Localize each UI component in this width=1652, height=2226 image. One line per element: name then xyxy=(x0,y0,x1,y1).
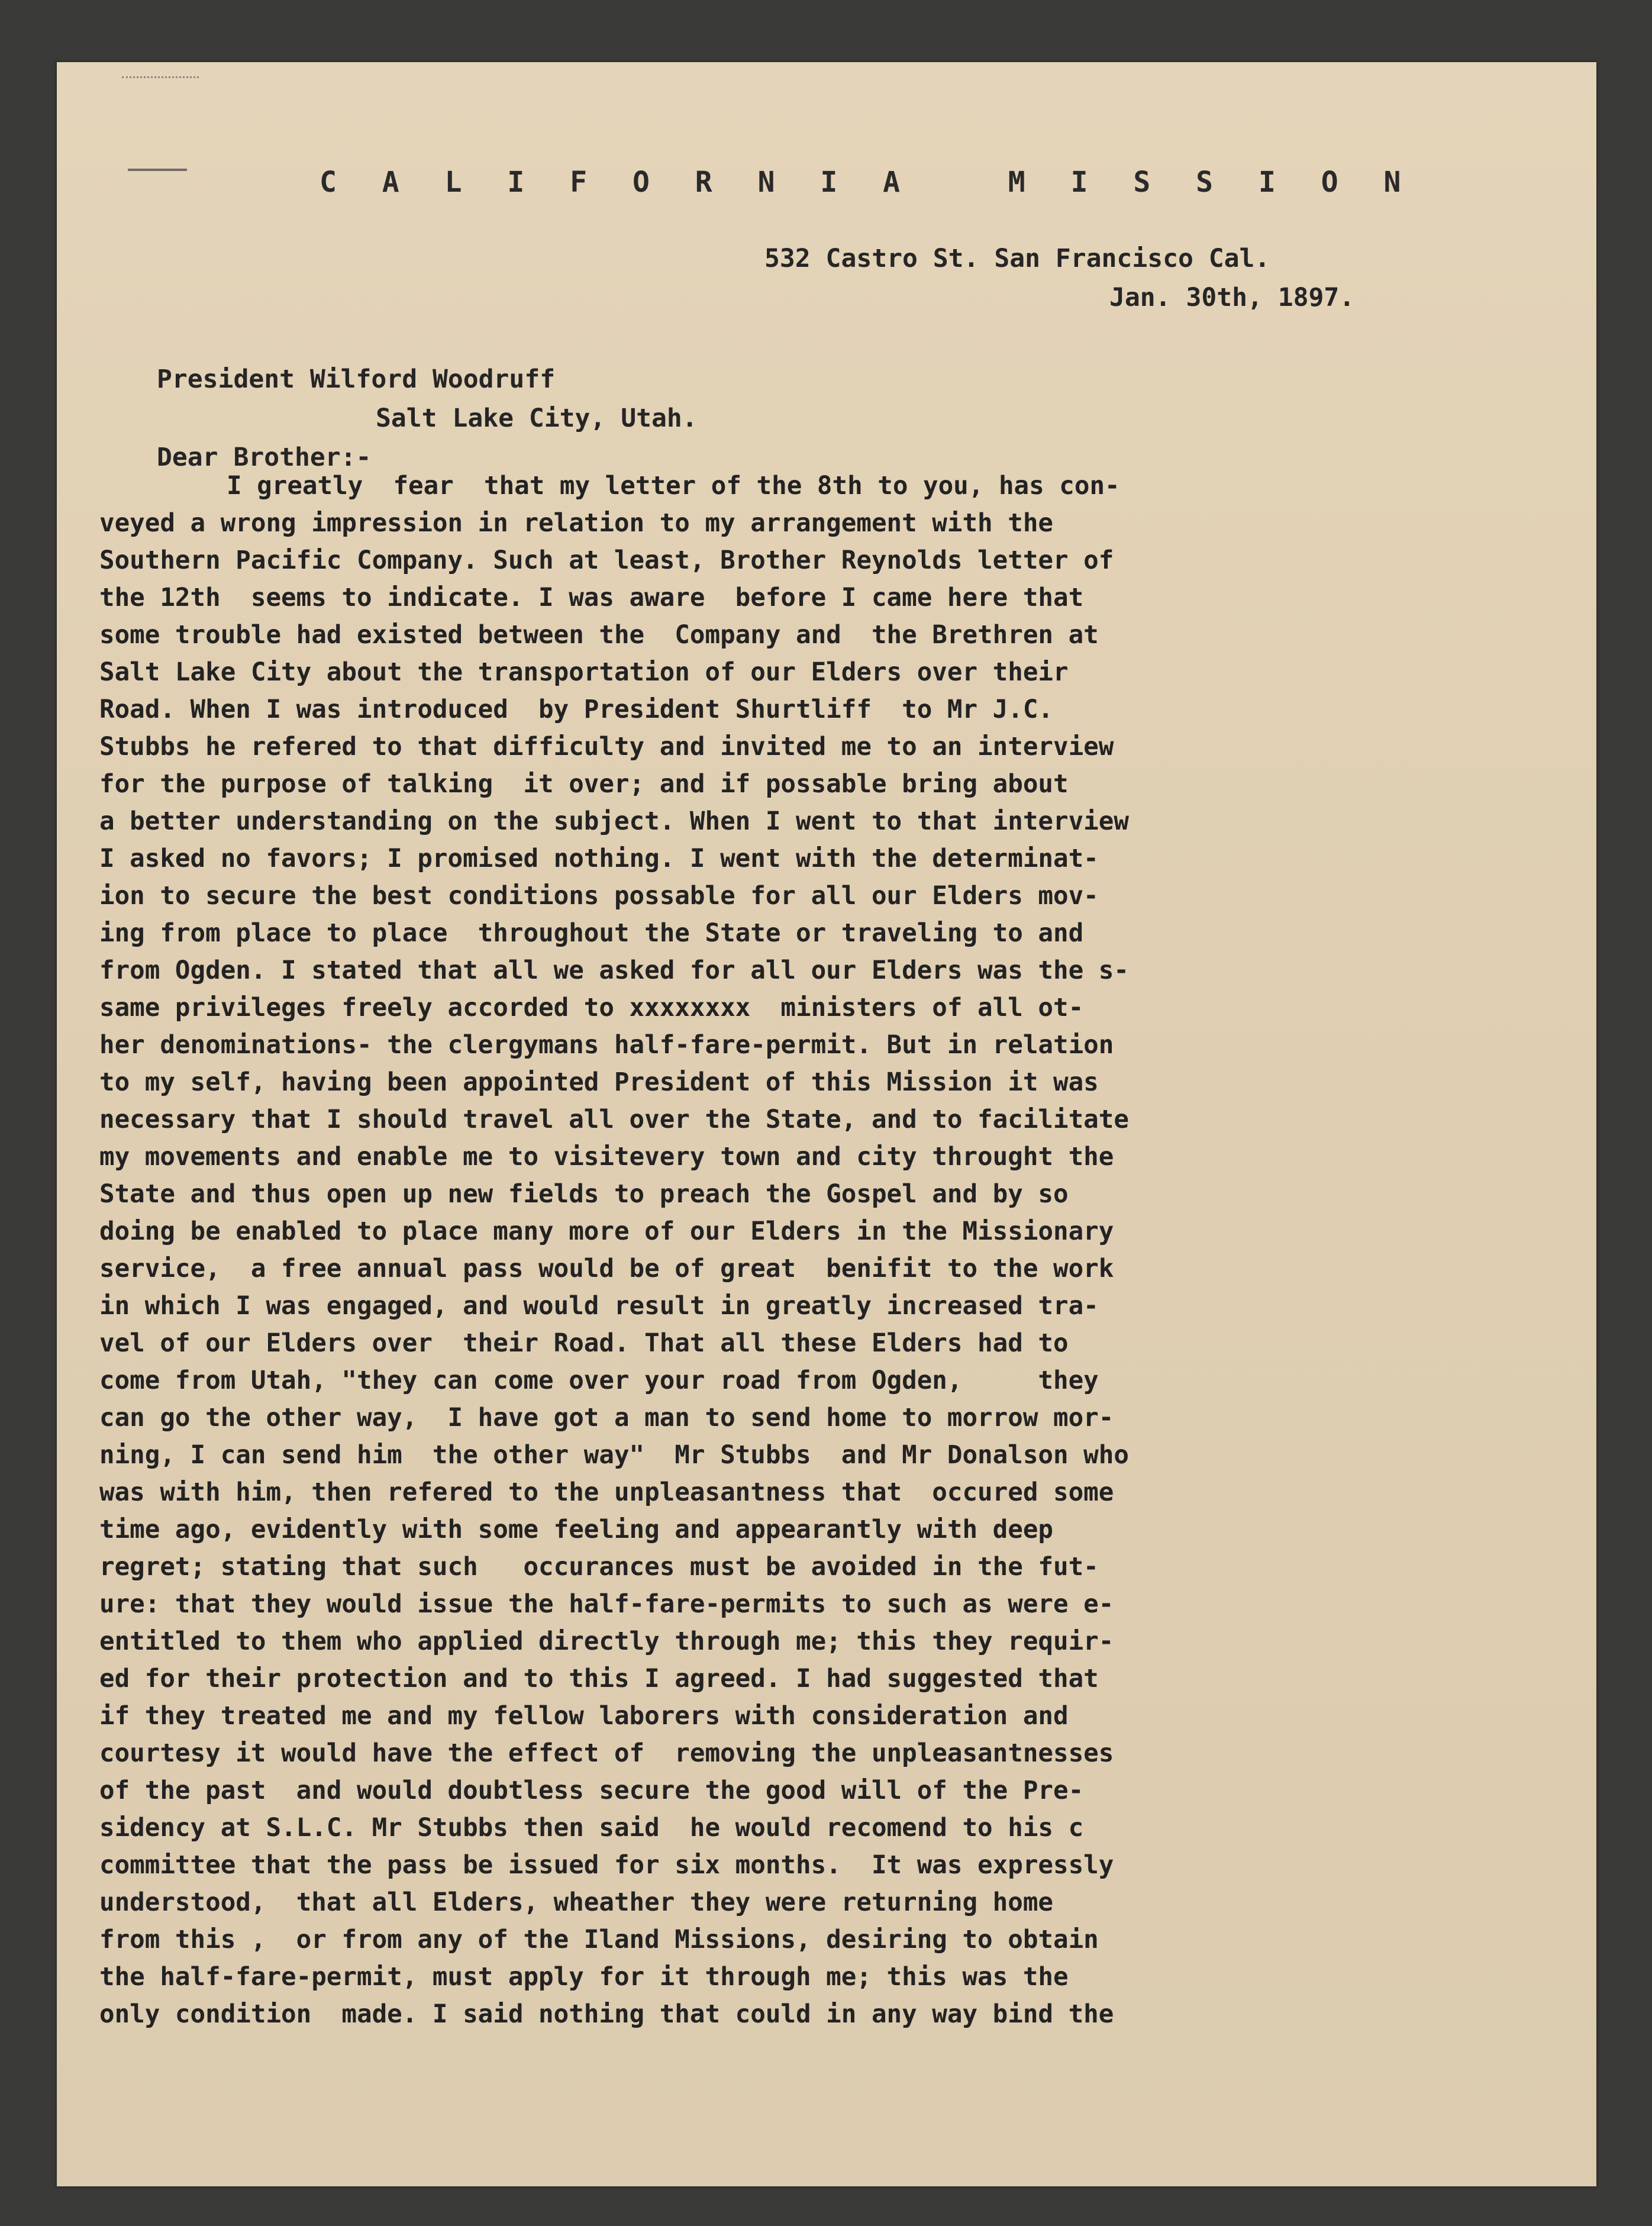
body-line: her denominations- the clergymans half-fare-permit. But in relation xyxy=(99,1031,1114,1060)
body-line: sidency at S.L.C. Mr Stubbs then said he would recomend to his c xyxy=(99,1814,1084,1843)
body-line: same privileges freely accorded to xxxxxxxx ministers of all ot- xyxy=(99,993,1084,1022)
body-line: ing from place to place throughout the State or traveling to and xyxy=(99,919,1084,948)
paper-mark xyxy=(128,169,187,173)
body-line: of the past and would doubtless secure the good will of the Pre- xyxy=(99,1776,1084,1805)
body-line: ion to secure the best conditions possable for all our Elders mov- xyxy=(99,882,1099,911)
letterhead-title: C A L I F O R N I A M I S S I O N xyxy=(320,166,1415,199)
body-line: doing be enabled to place many more of our Elders in the Missionary xyxy=(99,1217,1114,1246)
paper-blemish xyxy=(122,76,199,82)
body-line: from Ogden. I stated that all we asked for all our Elders was the s- xyxy=(99,956,1129,985)
sender-address: 532 Castro St. San Francisco Cal. xyxy=(764,244,1270,273)
body-line: regret; stating that such occurances must be avoided in the fut- xyxy=(99,1553,1099,1582)
body-line: I asked no favors; I promised nothing. I went with the determinat- xyxy=(99,844,1099,873)
body-line: was with him, then refered to the unpleasantness that occured some xyxy=(99,1478,1114,1507)
body-line: veyed a wrong impression in relation to my arrangement with the xyxy=(99,509,1053,538)
letter-date: Jan. 30th, 1897. xyxy=(1109,283,1355,312)
body-line: entitled to them who applied directly through me; this they requir- xyxy=(99,1627,1114,1656)
body-line: State and thus open up new fields to preach the Gospel and by so xyxy=(99,1180,1069,1209)
body-line: Stubbs he refered to that difficulty and invited me to an interview xyxy=(99,733,1114,762)
letter-body xyxy=(99,467,1531,2033)
body-line: I greatly fear that my letter of the 8th to you, has con- xyxy=(227,472,1120,501)
salutation: Dear Brother:- xyxy=(157,443,372,472)
body-line: my movements and enable me to visitevery town and city throught the xyxy=(99,1143,1114,1172)
body-line: service, a free annual pass would be of great benifit to the work xyxy=(99,1254,1114,1283)
body-line: Road. When I was introduced by President Shurtliff to Mr J.C. xyxy=(99,695,1053,724)
body-line: the half-fare-permit, must apply for it through me; this was the xyxy=(99,1963,1069,1992)
body-line: Southern Pacific Company. Such at least, Brother Reynolds letter of xyxy=(99,546,1114,575)
body-line: time ago, evidently with some feeling and appearantly with deep xyxy=(99,1515,1053,1544)
body-line: the 12th seems to indicate. I was aware before I came here that xyxy=(99,583,1084,612)
body-line: courtesy it would have the effect of removing the unpleasantnesses xyxy=(99,1739,1114,1768)
body-line: come from Utah, "they can come over your road from Ogden, they xyxy=(99,1366,1099,1395)
body-line: understood, that all Elders, wheather they were returning home xyxy=(99,1888,1053,1917)
recipient-place: Salt Lake City, Utah. xyxy=(376,404,698,433)
body-line: ure: that they would issue the half-fare-permits to such as were e- xyxy=(99,1590,1114,1619)
body-line: in which I was engaged, and would result in greatly increased tra- xyxy=(99,1292,1099,1321)
body-line: Salt Lake City about the transportation of our Elders over their xyxy=(99,658,1069,687)
body-line: to my self, having been appointed President of this Mission it was xyxy=(99,1068,1099,1097)
body-line: can go the other way, I have got a man to send home to morrow mor- xyxy=(99,1404,1114,1433)
body-line: committee that the pass be issued for six months. It was expressly xyxy=(99,1851,1114,1880)
recipient-name: President Wilford Woodruff xyxy=(157,364,556,394)
body-line: some trouble had existed between the Company and the Brethren at xyxy=(99,621,1099,650)
body-line: only condition made. I said nothing that could in any way bind the xyxy=(99,2000,1114,2029)
body-line: a better understanding on the subject. When I went to that interview xyxy=(99,807,1129,836)
body-line: from this , or from any of the Iland Missions, desiring to obtain xyxy=(99,1925,1099,1954)
body-line: vel of our Elders over their Road. That all these Elders had to xyxy=(99,1329,1069,1358)
body-line: if they treated me and my fellow laborers with consideration and xyxy=(99,1702,1069,1731)
body-line: ed for their protection and to this I agreed. I had suggested that xyxy=(99,1664,1099,1693)
body-line: for the purpose of talking it over; and if possable bring about xyxy=(99,770,1069,799)
body-line: ning, I can send him the other way" Mr Stubbs and Mr Donalson who xyxy=(99,1441,1129,1470)
body-line: necessary that I should travel all over the State, and to facilitate xyxy=(99,1105,1129,1134)
